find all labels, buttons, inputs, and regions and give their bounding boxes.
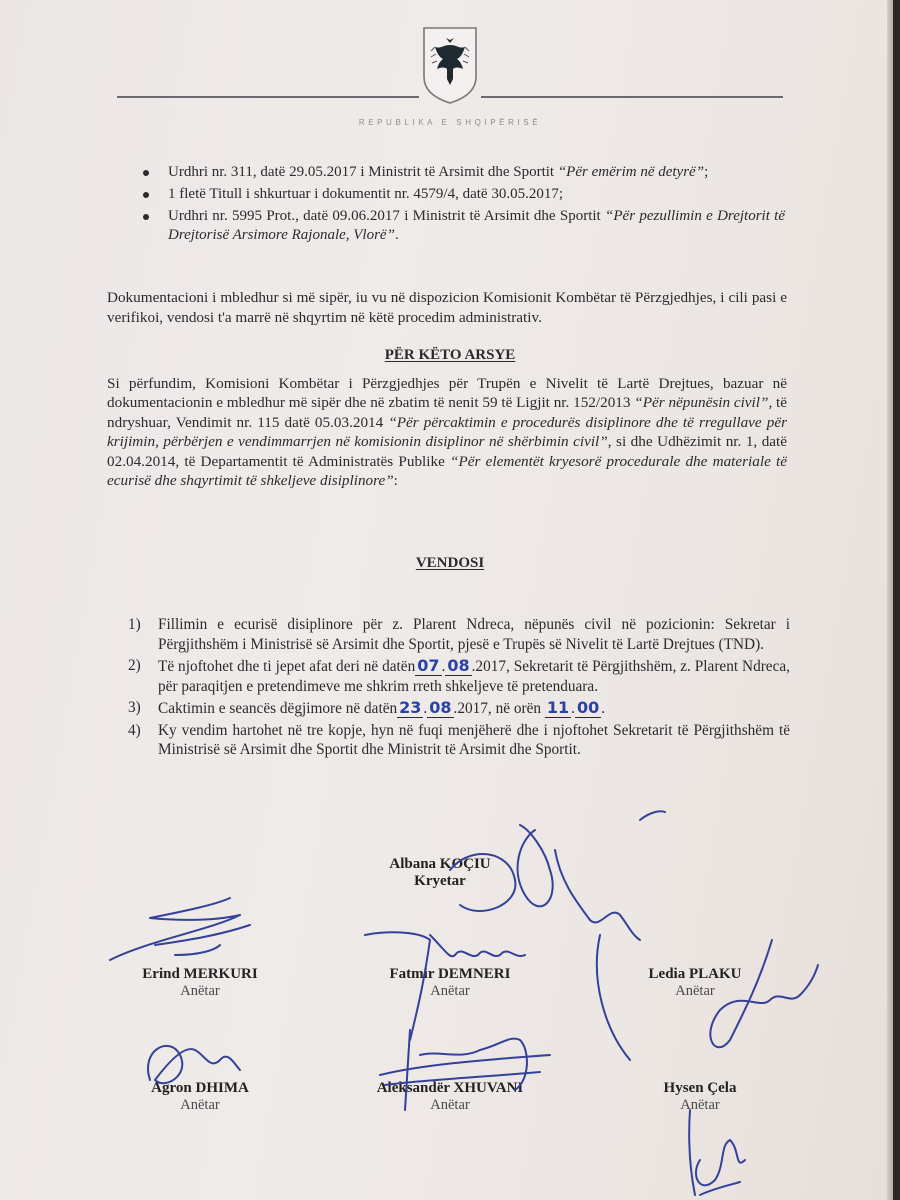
list-item: 1 fletë Titull i shkurtuar i dokumentit nr. 4579/4, datë 30.05.2017; bbox=[140, 185, 785, 204]
handwritten-day: 07 bbox=[417, 656, 440, 675]
heading-vendosi: VENDOSI bbox=[415, 555, 485, 571]
signatory-member: Aleksandër XHUVANI Anëtar bbox=[376, 1080, 524, 1113]
heading-per-keto-arsye: PËR KËTO ARSYE bbox=[384, 347, 516, 363]
handwritten-day: 23 bbox=[399, 698, 422, 717]
handwritten-month: 08 bbox=[429, 698, 452, 717]
header-rule-left bbox=[117, 96, 419, 98]
signatory-member: Erind MERKURI Anëtar bbox=[142, 966, 258, 999]
decision-item: 3) Caktimin e seancës dëgjimore në datën 23 . 08 .2017, në orën 11 . 00 . bbox=[128, 698, 606, 717]
signature-cela-icon bbox=[689, 1110, 745, 1195]
coat-of-arms-icon bbox=[421, 25, 479, 105]
decision-item: 2) Të njoftohet dhe ti jepet afat deri në datën 07 . 08 .2017, Sekretarit të Përgjithshëm, z. Plarent Ndreca, për paraqitjen e pretendimeve me shkrim rreth shkeljeve të pretenduara. bbox=[128, 656, 790, 695]
signatory-member: Fatmir DEMNERI Anëtar bbox=[389, 966, 511, 999]
republic-label: REPUBLIKA E SHQIPËRISË bbox=[358, 118, 542, 127]
paragraph-documentation: Dokumentacioni i mbledhur si më sipër, iu vu në dispozicion Komisionit Kombëtar të Përzgjedhjes, i cili pasi e verifikoi, vendosi t'a marrë në shqyrtim në këtë procedim administrativ. bbox=[107, 289, 787, 326]
signature-chair-icon bbox=[450, 811, 665, 1060]
signatory-chair: Albana KOÇIU Kryetar bbox=[389, 856, 491, 889]
list-item: Urdhri nr. 311, datë 29.05.2017 i Ministrit të Arsimit dhe Sportit “Për emërim në detyrë”; bbox=[140, 163, 785, 182]
signature-dhima-icon bbox=[148, 1046, 240, 1083]
paragraph-legal-basis: Si përfundim, Komisioni Kombëtar i Përzgjedhjes për Trupën e Nivelit të Lartë Drejtues, bazuar në dokumentacionin e mbledhur më sipër dhe në zbatim të nenit 59 të Ligjit nr. 152/2013 “Për nëpunësin civil”, të ndryshuar, Vendimit nr. 115 datë 05.03.2014 “Për përcaktimin e procedurës disiplinore dhe të rregullave për krijimin, përbërjen e vendimmarrjen në komisionin disiplinor në shërbimin civil”, si dhe Udhëzimit nr. 1, datë 02.04.2014, të Departamentit të Administratës Publike “Për elementët kryesorë procedurale dhe materiale të ecurisë dhe shqyrtimit të shkeljeve disiplinore”: bbox=[107, 375, 788, 490]
signatory-member: Hysen Çela Anëtar bbox=[663, 1080, 737, 1113]
signatory-member: Agron DHIMA Anëtar bbox=[151, 1080, 249, 1113]
handwritten-hour: 11 bbox=[546, 698, 570, 717]
header-rule-right bbox=[481, 96, 783, 98]
signature-merkuri-icon bbox=[110, 898, 250, 960]
documents-list bbox=[140, 163, 785, 248]
decision-item: 1) Fillimin e ecurisë disiplinore për z. Plarent Ndreca, nëpunës civil në pozicionin: Sekretar i Përgjithshëm i Ministrisë së Arsimit dhe Sportit, pjesë e Trupës së Nivelit të Lartë Drejtues (TND). bbox=[128, 616, 790, 653]
handwritten-month: 08 bbox=[447, 656, 470, 675]
handwritten-minute: 00 bbox=[576, 698, 600, 717]
list-item: Urdhri nr. 5995 Prot., datë 09.06.2017 i Ministrit të Arsimit dhe Sportit “Për pezullimin e Drejtorit të Drejtorisë Arsimore Rajonale, Vlorë”. bbox=[140, 207, 785, 245]
decisions-list bbox=[128, 615, 790, 762]
signatory-member: Ledia PLAKU Anëtar bbox=[648, 966, 742, 999]
decision-item: 4) Ky vendim hartohet në tre kopje, hyn në fuqi menjëherë dhe i njoftohet Sekretarit të Përgjithshëm të Ministrisë së Arsimit dhe Sportit dhe Ministrit të Arsimit dhe Sportit. bbox=[128, 721, 790, 758]
